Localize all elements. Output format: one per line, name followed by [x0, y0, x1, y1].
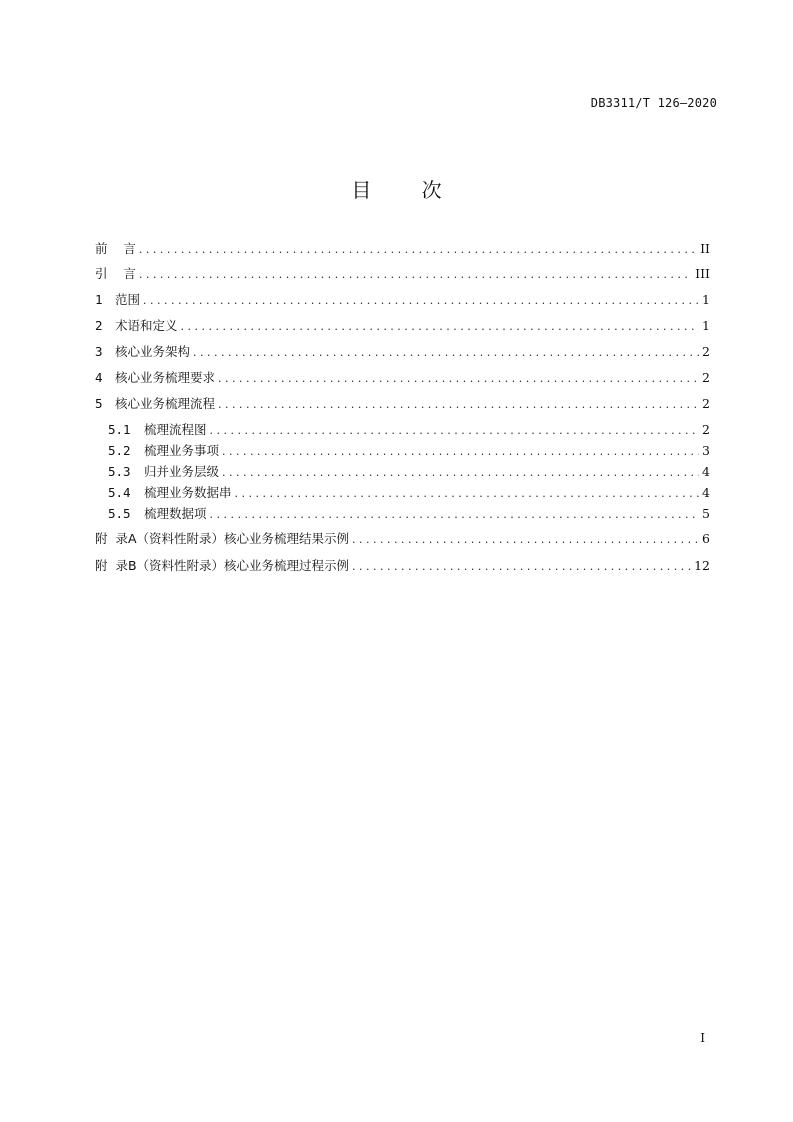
toc-leader [222, 443, 699, 461]
toc-entry-requirements[interactable] [95, 369, 710, 387]
toc-entry-label: 范围 [115, 292, 141, 307]
toc-entry-label: 术语和定义 [115, 318, 178, 333]
toc-entry-label: 核心业务梳理要求 [115, 370, 216, 385]
toc-leader [210, 422, 700, 440]
toc-entry-page: 3 [702, 443, 710, 458]
toc-title: 目 次 [351, 178, 464, 202]
toc-entry-number: 5 [95, 396, 103, 411]
toc-leader [139, 266, 692, 284]
toc-leader [139, 241, 697, 259]
toc-entry-page: 4 [702, 464, 710, 479]
toc-leader [235, 485, 700, 503]
toc-entry-number: 2 [95, 318, 103, 333]
toc-entry-number: 5.1 [108, 422, 131, 437]
toc-entry-label: 前 言 [95, 241, 136, 256]
toc-entry-5-5[interactable] [108, 505, 710, 523]
toc-entry-page: 1 [702, 318, 710, 333]
toc-entry-5-4[interactable] [108, 484, 710, 502]
toc-entry-label: 附 录A（资料性附录）核心业务梳理结果示例 [95, 531, 349, 546]
toc-entry-page: 1 [702, 292, 710, 307]
toc-entry-number: 1 [95, 292, 103, 307]
toc-leader [218, 396, 699, 414]
toc-entry-process[interactable] [95, 395, 710, 413]
toc-entry-page: 2 [702, 370, 710, 385]
toc-entry-page: 4 [702, 485, 710, 500]
document-code: DB3311/T 126—2020 [590, 96, 717, 110]
toc-entry-introduction[interactable] [95, 265, 710, 283]
toc-entry-label: 梳理流程图 [144, 422, 207, 437]
toc-entry-terms[interactable] [95, 317, 710, 335]
toc-entry-number: 5.4 [108, 485, 131, 500]
toc-entry-label: 核心业务梳理流程 [115, 396, 216, 411]
toc-entry-page: 5 [702, 506, 710, 521]
toc-entry-5-1[interactable] [108, 421, 710, 439]
toc-entry-label: 梳理数据项 [144, 506, 207, 521]
toc-entry-page: 12 [694, 558, 710, 573]
toc-entry-label: 引 言 [95, 266, 136, 281]
toc-entry-label: 归并业务层级 [144, 464, 220, 479]
toc-leader [352, 531, 699, 549]
toc-entry-number: 5.2 [108, 443, 131, 458]
toc-leader [218, 370, 699, 388]
toc-leader [210, 506, 700, 524]
toc-entry-page: II [700, 241, 710, 256]
toc-leader [193, 344, 699, 362]
toc-entry-label: 梳理业务数据串 [144, 485, 232, 500]
toc-entry-5-3[interactable] [108, 463, 710, 481]
toc-entry-label: 附 录B（资料性附录）核心业务梳理过程示例 [95, 558, 350, 573]
toc-leader [222, 464, 699, 482]
toc-entry-page: 2 [702, 422, 710, 437]
toc-entry-page: 2 [702, 344, 710, 359]
toc-entry-number: 5.3 [108, 464, 131, 479]
toc-entry-page: III [695, 266, 710, 281]
toc-leader [352, 558, 691, 576]
toc-entry-label: 核心业务架构 [115, 344, 191, 359]
toc-entry-foreword[interactable] [95, 240, 710, 258]
toc-entry-appendix-a[interactable] [95, 530, 710, 548]
toc-entry-number: 3 [95, 344, 103, 359]
toc-entry-page: 6 [702, 531, 710, 546]
toc-entry-architecture[interactable] [95, 343, 710, 361]
toc-entry-5-2[interactable] [108, 442, 710, 460]
page-number: I [700, 1031, 705, 1045]
toc-entry-appendix-b[interactable] [95, 557, 710, 575]
toc-leader [143, 292, 699, 310]
toc-entry-scope[interactable] [95, 291, 710, 309]
toc-entry-number: 5.5 [108, 506, 131, 521]
toc-entry-label: 梳理业务事项 [144, 443, 220, 458]
toc-entry-page: 2 [702, 396, 710, 411]
toc-entry-number: 4 [95, 370, 103, 385]
toc-leader [181, 318, 700, 336]
